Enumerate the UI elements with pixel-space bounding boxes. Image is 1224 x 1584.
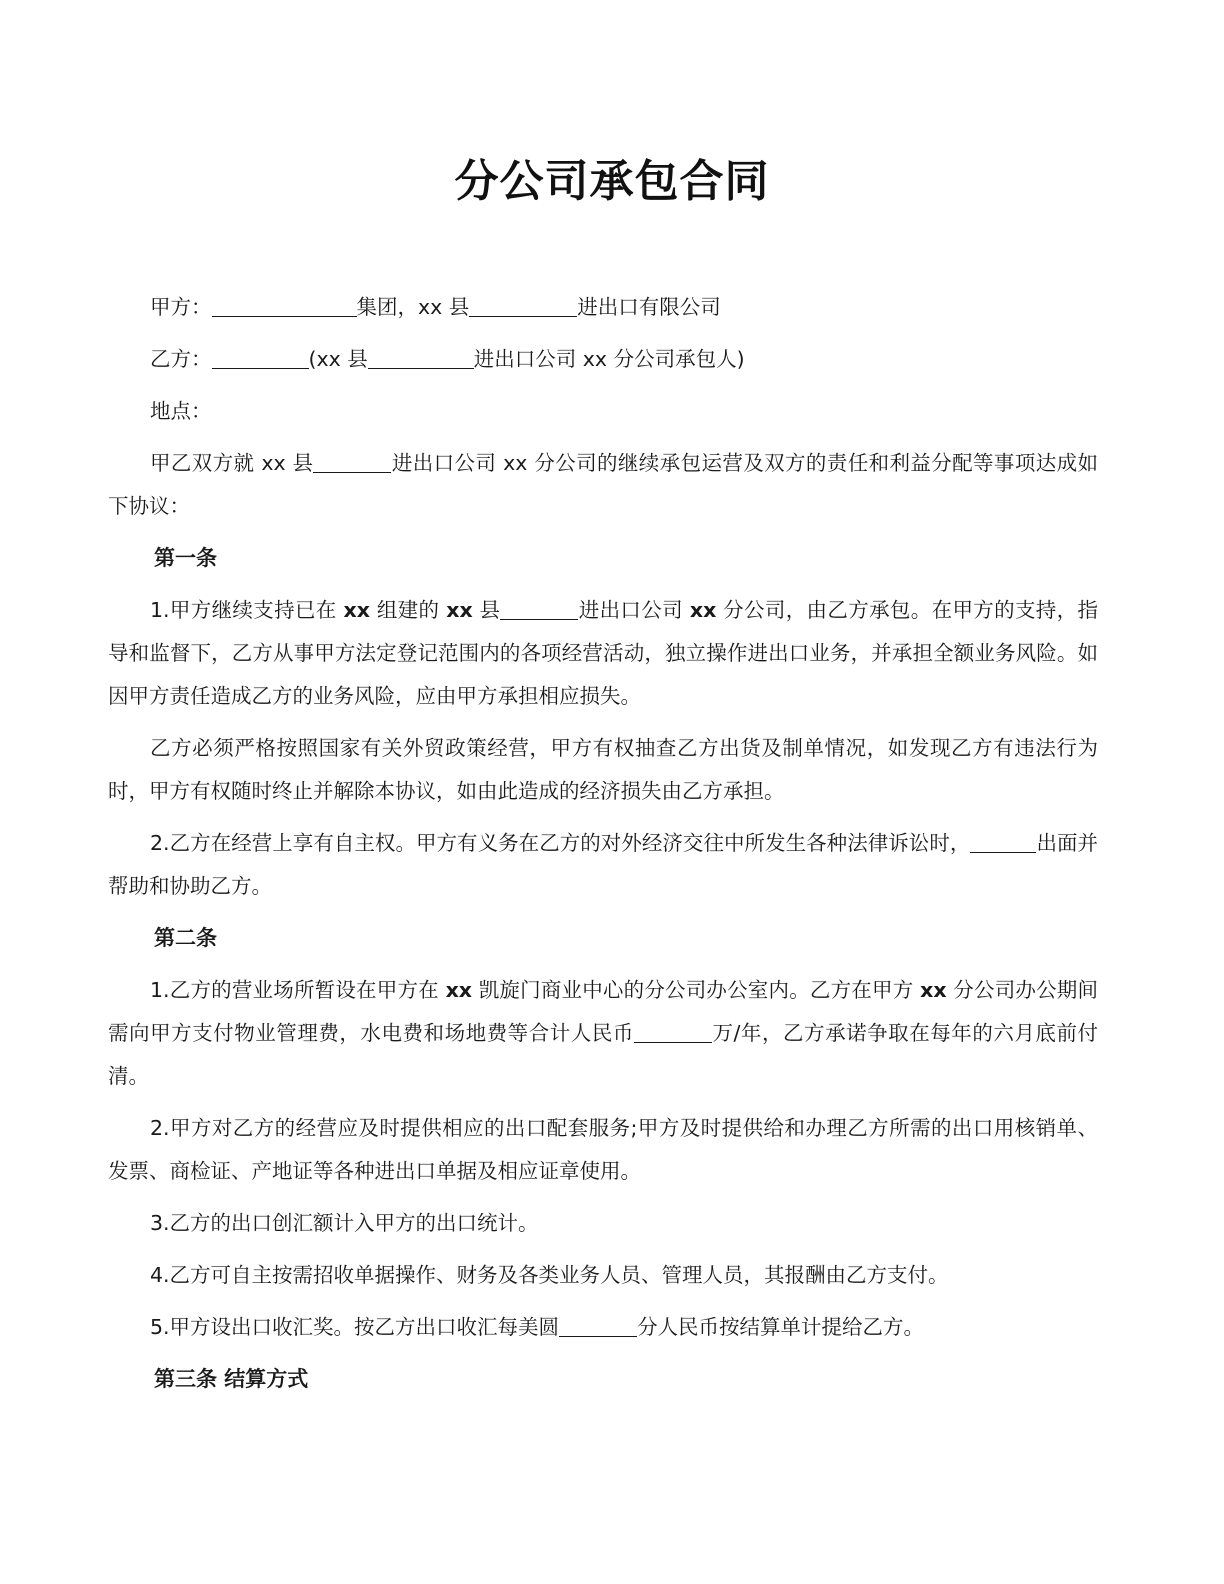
article-2-paragraph-3: 3.乙方的出口创汇额计入甲方的出口统计。 — [150, 1211, 539, 1235]
blank-field — [970, 832, 1036, 853]
document-body — [108, 286, 1098, 1410]
blank-field — [212, 348, 309, 369]
document-title: 分公司承包合同 — [454, 156, 770, 207]
article-2-paragraph-5: 5.甲方设出口收汇奖。按乙方出口收汇每美圆 分人民币按结算单计提给乙方。 — [150, 1315, 925, 1339]
article-3-heading: 第三条 结算方式 — [154, 1367, 309, 1391]
article-1-paragraph-1: 1.甲方继续支持已在 xx 组建的 xx 县 进出口公司 xx 分公司，由乙方承包。在甲方的支持，指导和监督下，乙方从事甲方法定登记范围内的各项经营活动，独立操作进出口业务，并承担全额业务风险。如因甲方责任造成乙方的业务风险，应由甲方承担相应损失。 — [108, 598, 1098, 708]
blank-field — [368, 348, 474, 369]
article-2-heading: 第二条 — [154, 926, 217, 950]
article-1-paragraph-2: 乙方必须严格按照国家有关外贸政策经营，甲方有权抽查乙方出货及制单情况，如发现乙方有违法行为时，甲方有权随时终止并解除本协议，如由此造成的经济损失由乙方承担。 — [108, 736, 1098, 803]
blank-field — [469, 296, 577, 317]
blank-field — [634, 1022, 712, 1043]
article-2-paragraph-2: 2.甲方对乙方的经营应及时提供相应的出口配套服务;甲方及时提供给和办理乙方所需的出口用核销单、发票、商检证、产地证等各种进出口单据及相应证章使用。 — [108, 1116, 1098, 1183]
intro-paragraph: 甲乙双方就 xx 县 进出口公司 xx 分公司的继续承包运营及双方的责任和利益分配等事项达成如下协议： — [108, 451, 1098, 518]
location-line: 地点： — [150, 399, 212, 423]
blank-field — [212, 296, 357, 317]
article-1-heading: 第一条 — [154, 546, 217, 570]
blank-field — [559, 1316, 637, 1337]
blank-field — [313, 452, 391, 473]
article-2-paragraph-4: 4.乙方可自主按需招收单据操作、财务及各类业务人员、管理人员，其报酬由乙方支付。 — [150, 1263, 949, 1287]
party-a-line: 甲方： 集团，xx 县 进出口有限公司 — [150, 295, 721, 319]
article-2-paragraph-1: 1.乙方的营业场所暂设在甲方在 xx 凯旋门商业中心的分公司办公室内。乙方在甲方 xx 分公司办公期间需向甲方支付物业管理费，水电费和场地费等合计人民币 万/年，乙方承诺争取在每年的六月底前付清。 — [108, 978, 1099, 1088]
blank-field — [500, 599, 578, 620]
party-b-line: 乙方： (xx 县 进出口公司 xx 分公司承包人) — [150, 347, 745, 371]
article-1-paragraph-3: 2.乙方在经营上享有自主权。甲方有义务在乙方的对外经济交往中所发生各种法律诉讼时， 出面并帮助和协助乙方。 — [108, 831, 1099, 898]
